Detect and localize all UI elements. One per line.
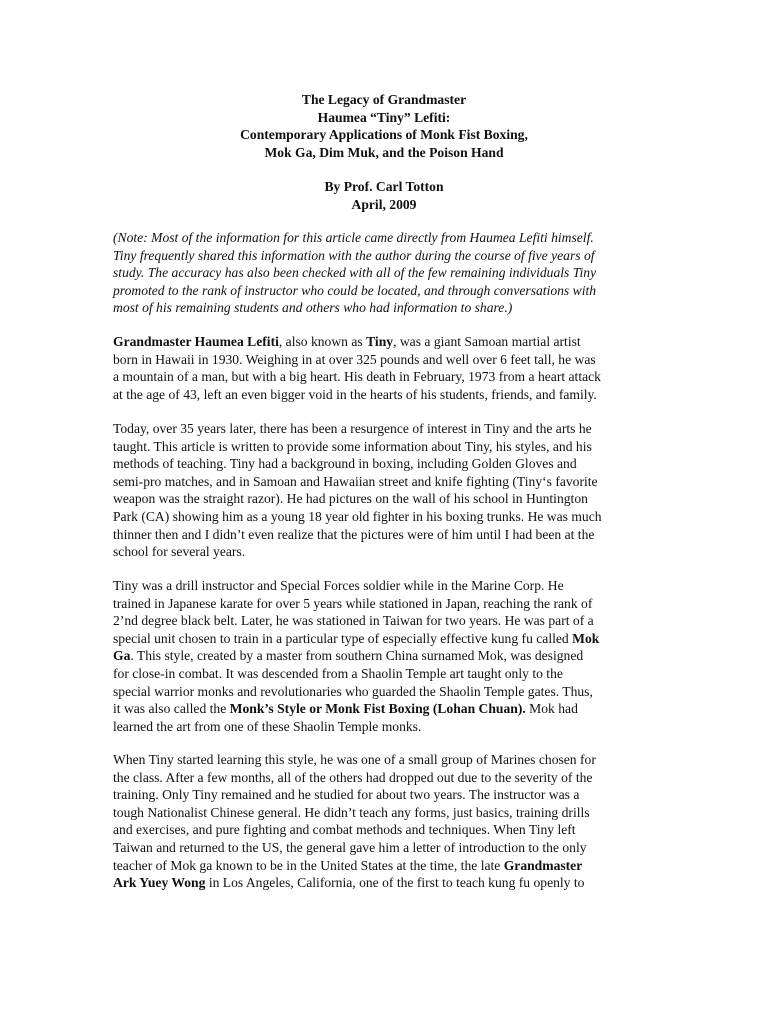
- text-line: learned the art from one of these Shaolin Temple monks.: [113, 718, 422, 734]
- date: April, 2009: [351, 196, 417, 212]
- text-line: Tiny frequently shared this information with the author during the course of five years of: [113, 247, 595, 263]
- text-line: taught. This article is written to provide some information about Tiny, his styles, and his: [113, 438, 592, 454]
- text-line: study. The accuracy has also been checked with all of the few remaining individuals Tiny: [113, 265, 597, 281]
- bold-term: Mok: [572, 630, 600, 646]
- title-line: Haumea “Tiny” Lefiti:: [317, 109, 451, 125]
- text-line: teacher of Mok ga known to be in the United States at the time, the late Grandmaster: [113, 857, 583, 873]
- text-line: Today, over 35 years later, there has been a resurgence of interest in Tiny and the arts he: [113, 421, 592, 436]
- text-line: a mountain of a man, but with a big heart. His death in February, 1973 from a heart attack: [113, 369, 601, 385]
- paragraph-background: [113, 420, 653, 561]
- bold-name: Grandmaster: [503, 857, 583, 873]
- text-line: Ark Yuey Wong in Los Angeles, California, one of the first to teach kung fu openly to: [113, 875, 585, 891]
- text-line: Ga. This style, created by a master from southern China surnamed Mok, was designed: [113, 648, 584, 664]
- text-line: When Tiny started learning this style, he was one of a small group of Marines chosen for: [113, 752, 596, 767]
- text-line: 2’nd degree black belt. Later, he was stationed in Taiwan for two years. He was part of a: [113, 613, 594, 629]
- bold-term: Monk’s Style or Monk Fist Boxing (Lohan Chuan).: [229, 701, 526, 717]
- text-line: semi-pro matches, and in Samoan and Hawaiian street and knife fighting (Tiny‘s favorite: [113, 473, 598, 489]
- text-line: and exercises, and pure fighting and combat methods and techniques. When Tiny left: [113, 822, 576, 838]
- bold-name: Tiny: [366, 334, 394, 349]
- paragraph-intro: [113, 333, 653, 403]
- bold-name: Grandmaster Haumea Lefiti: [113, 334, 279, 349]
- text-line: Park (CA) showing him as a young 18 year old fighter in his boxing trunks. He was much: [113, 508, 602, 524]
- text-line: born in Hawaii in 1930. Weighing in at over 325 pounds and well over 6 feet tall, he was: [113, 351, 596, 367]
- text-line: Grandmaster Haumea Lefiti, also known as Tiny, was a giant Samoan martial artist: [113, 334, 581, 349]
- text-line: tough Nationalist Chinese general. He didn’t teach any forms, just basics, training drills: [113, 804, 590, 820]
- bold-term: Ga: [113, 648, 131, 664]
- text-line: school for several years.: [113, 544, 246, 560]
- editor-note: [113, 229, 653, 317]
- author: By Prof. Carl Totton: [324, 179, 444, 194]
- text-line: the class. After a few months, all of the others had dropped out due to the severity of the: [113, 769, 593, 785]
- text-line: for close-in combat. It was descended from a Shaolin Temple art taught only to the: [113, 665, 563, 681]
- text-line: Tiny was a drill instructor and Special Forces soldier while in the Marine Corp. He: [113, 578, 564, 593]
- text-line: promoted to the rank of instructor who could be located, and through conversations with: [113, 282, 597, 298]
- paragraph-training: [113, 751, 653, 892]
- text-line: thinner then and I didn’t even realize that the pictures were of him until I had been at the: [113, 526, 595, 542]
- text-line: (Note: Most of the information for this article came directly from Haumea Lefiti himself.: [113, 230, 594, 245]
- paragraph-military: [113, 577, 653, 735]
- text-line: weapon was the straight razor). He had pictures on the wall of his school in Huntington: [113, 491, 588, 507]
- text-line: it was also called the Monk’s Style or Monk Fist Boxing (Lohan Chuan). Mok had: [113, 701, 578, 717]
- document-title: [0, 91, 768, 161]
- text-line: training. Only Tiny remained and he studied for about two years. The instructor was a: [113, 787, 580, 803]
- bold-name: Ark Yuey Wong: [113, 875, 206, 891]
- title-line: The Legacy of Grandmaster: [301, 92, 467, 107]
- title-line: Mok Ga, Dim Muk, and the Poison Hand: [264, 144, 504, 160]
- text-line: at the age of 43, left an even bigger void in the hearts of his students, friends, and family.: [113, 386, 597, 402]
- byline: [0, 178, 768, 213]
- text-line: Taiwan and returned to the US, the general gave him a letter of introduction to the only: [113, 839, 587, 855]
- text-line: special warrior monks and revolutionaries who guarded the Shaolin Temple gates. Thus,: [113, 683, 593, 699]
- text-line: special unit chosen to train in a particular type of especially effective kung fu called Mok: [113, 630, 600, 646]
- text-line: trained in Japanese karate for over 5 years while stationed in Japan, reaching the rank of: [113, 595, 593, 611]
- title-line: Contemporary Applications of Monk Fist Boxing,: [240, 127, 528, 143]
- text-line: methods of teaching. Tiny had a background in boxing, including Golden Gloves and: [113, 456, 577, 472]
- text-line: most of his remaining students and others who had information to share.): [113, 300, 513, 316]
